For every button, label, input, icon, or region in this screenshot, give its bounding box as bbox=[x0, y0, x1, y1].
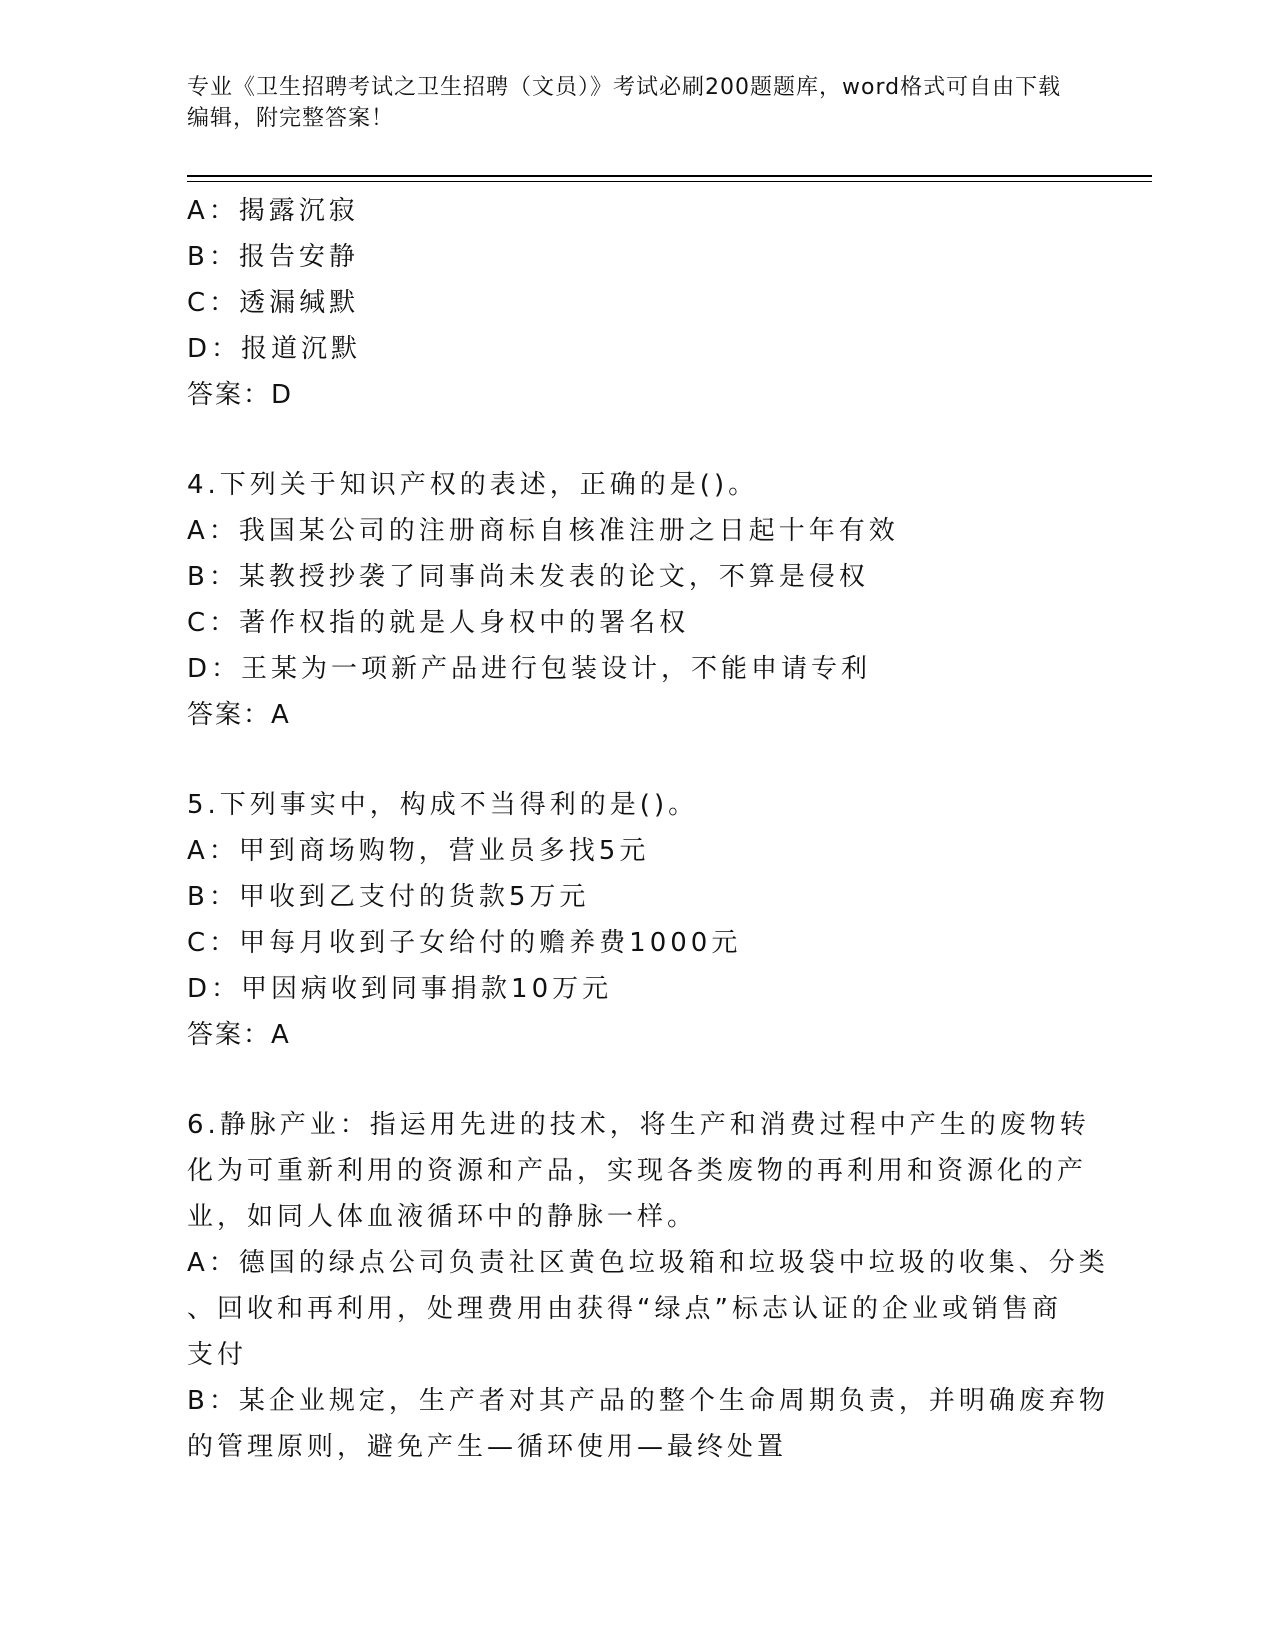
question-stem: 5.下列事实中，构成不当得利的是()。 bbox=[187, 790, 699, 820]
question-5-block bbox=[187, 782, 1077, 1058]
question-stem: 4.下列关于知识产权的表述，正确的是()。 bbox=[187, 470, 759, 500]
option-b: B：甲收到乙支付的货款5万元 bbox=[187, 882, 590, 912]
option-a-line: 、回收和再利用，处理费用由获得“绿点”标志认证的企业或销售商 bbox=[187, 1294, 1062, 1324]
header-rule-thick bbox=[187, 175, 1152, 177]
document-content bbox=[187, 188, 1109, 1470]
option-d: D：王某为一项新产品进行包装设计，不能申请专利 bbox=[187, 654, 872, 684]
document-header: 专业《卫生招聘考试之卫生招聘（文员）》考试必刷200题题库，word格式可自由下载编辑，附完整答案！ bbox=[187, 75, 1062, 131]
question-6-block bbox=[187, 1102, 1109, 1470]
question-stem-line: 化为可重新利用的资源和产品，实现各类废物的再利用和资源化的产 bbox=[187, 1156, 1088, 1186]
spacer bbox=[187, 1058, 1077, 1102]
question-4-block bbox=[187, 462, 1077, 738]
option-b: B：报告安静 bbox=[187, 242, 359, 272]
option-a: A：揭露沉寂 bbox=[187, 196, 359, 226]
header-rule-thin bbox=[187, 181, 1152, 182]
answer-label: 答案：A bbox=[187, 1020, 291, 1050]
option-d: D：甲因病收到同事捐款10万元 bbox=[187, 974, 613, 1004]
option-b-line: B：某企业规定，生产者对其产品的整个生命周期负责，并明确废弃物 bbox=[187, 1386, 1109, 1416]
option-a-line: 支付 bbox=[187, 1340, 248, 1370]
option-d: D：报道沉默 bbox=[187, 334, 362, 364]
option-a-line: A：德国的绿点公司负责社区黄色垃圾箱和垃圾袋中垃圾的收集、分类 bbox=[187, 1248, 1109, 1278]
option-a: A：我国某公司的注册商标自核准注册之日起十年有效 bbox=[187, 516, 899, 546]
option-b: B：某教授抄袭了同事尚未发表的论文，不算是侵权 bbox=[187, 562, 869, 592]
answer-label: 答案：D bbox=[187, 380, 294, 410]
question-stem-line: 业，如同人体血液循环中的静脉一样。 bbox=[187, 1202, 698, 1232]
option-b-line: 的管理原则，避免产生—循环使用—最终处置 bbox=[187, 1432, 788, 1462]
spacer bbox=[187, 418, 1077, 462]
option-c: C：透漏缄默 bbox=[187, 288, 360, 318]
option-c: C：甲每月收到子女给付的赡养费1000元 bbox=[187, 928, 742, 958]
option-c: C：著作权指的就是人身权中的署名权 bbox=[187, 608, 690, 638]
question-3-block bbox=[187, 188, 1077, 418]
spacer bbox=[187, 738, 1077, 782]
question-stem-line: 6.静脉产业：指运用先进的技术，将生产和消费过程中产生的废物转 bbox=[187, 1110, 1090, 1140]
answer-label: 答案：A bbox=[187, 700, 291, 730]
option-a: A：甲到商场购物，营业员多找5元 bbox=[187, 836, 650, 866]
